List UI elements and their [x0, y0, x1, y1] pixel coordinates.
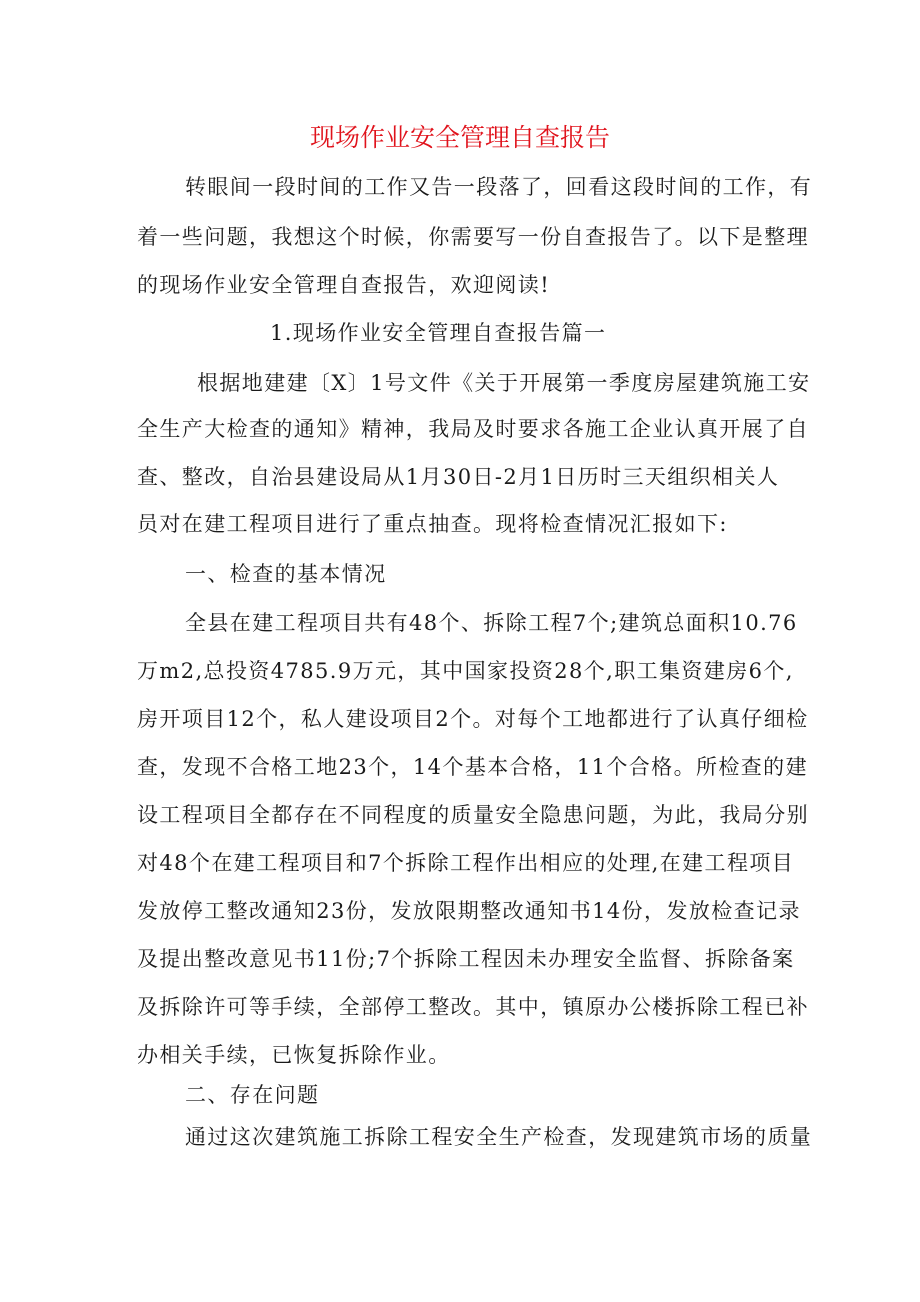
paragraph-line: 对48个在建工程项目和7个拆除工程作出相应的处理,在建工程项目 [137, 851, 795, 875]
paragraph-line: 通过这次建筑施工拆除工程安全生产检查，发现建筑市场的质量 [185, 1125, 813, 1149]
paragraph-line: 设工程项目全都存在不同程度的质量安全隐患问题，为此，我局分别 [137, 803, 809, 827]
document-title: 现场作业安全管理自查报告 [309, 123, 610, 152]
intro-line: 着一些问题，我想这个时候，你需要写一份自查报告了。以下是整理 [137, 225, 809, 249]
section-heading: 二、存在问题 [185, 1083, 320, 1107]
intro-line: 转眼间一段时间的工作又告一段落了，回看这段时间的工作，有 [185, 175, 813, 199]
paragraph-line: 查，发现不合格工地23个，14个基本合格，11个合格。所检查的建 [137, 755, 808, 779]
paragraph-line: 及提出整改意见书11份;7个拆除工程因未办理安全监督、拆除备案 [137, 947, 795, 971]
intro-line: 的现场作业安全管理自查报告，欢迎阅读! [137, 273, 551, 297]
paragraph-line: 房开项目12个，私人建设项目2个。对每个工地都进行了认真仔细检 [137, 707, 809, 731]
paragraph-line: 及拆除许可等手续，全部停工整改。其中，镇原办公楼拆除工程已补 [137, 995, 809, 1019]
paragraph-line: 发放停工整改通知23份，发放限期整改通知书14份，发放检查记录 [137, 899, 801, 923]
body-line: 全生产大检查的通知》精神，我局及时要求各施工企业认真开展了自 [137, 417, 809, 441]
paragraph-line: 万m2,总投资4785.9万元，其中国家投资28个,职工集资建房6个, [137, 659, 794, 683]
section-heading: 一、检查的基本情况 [185, 562, 387, 586]
body-line: 根据地建建〔X〕1号文件《关于开展第一季度房屋建筑施工安 [197, 371, 811, 395]
paragraph-line: 办相关手续，已恢复拆除作业。 [137, 1043, 451, 1067]
paragraph-line: 全县在建工程项目共有48个、拆除工程7个;建筑总面积10.76 [185, 611, 798, 635]
body-line: 查、整改，自治县建设局从1月30日-2月1日历时三天组织相关人 [137, 465, 780, 489]
section-subtitle: 1.现场作业安全管理自查报告篇一 [270, 321, 607, 345]
body-line: 员对在建工程项目进行了重点抽查。现将检查情况汇报如下: [137, 512, 728, 536]
